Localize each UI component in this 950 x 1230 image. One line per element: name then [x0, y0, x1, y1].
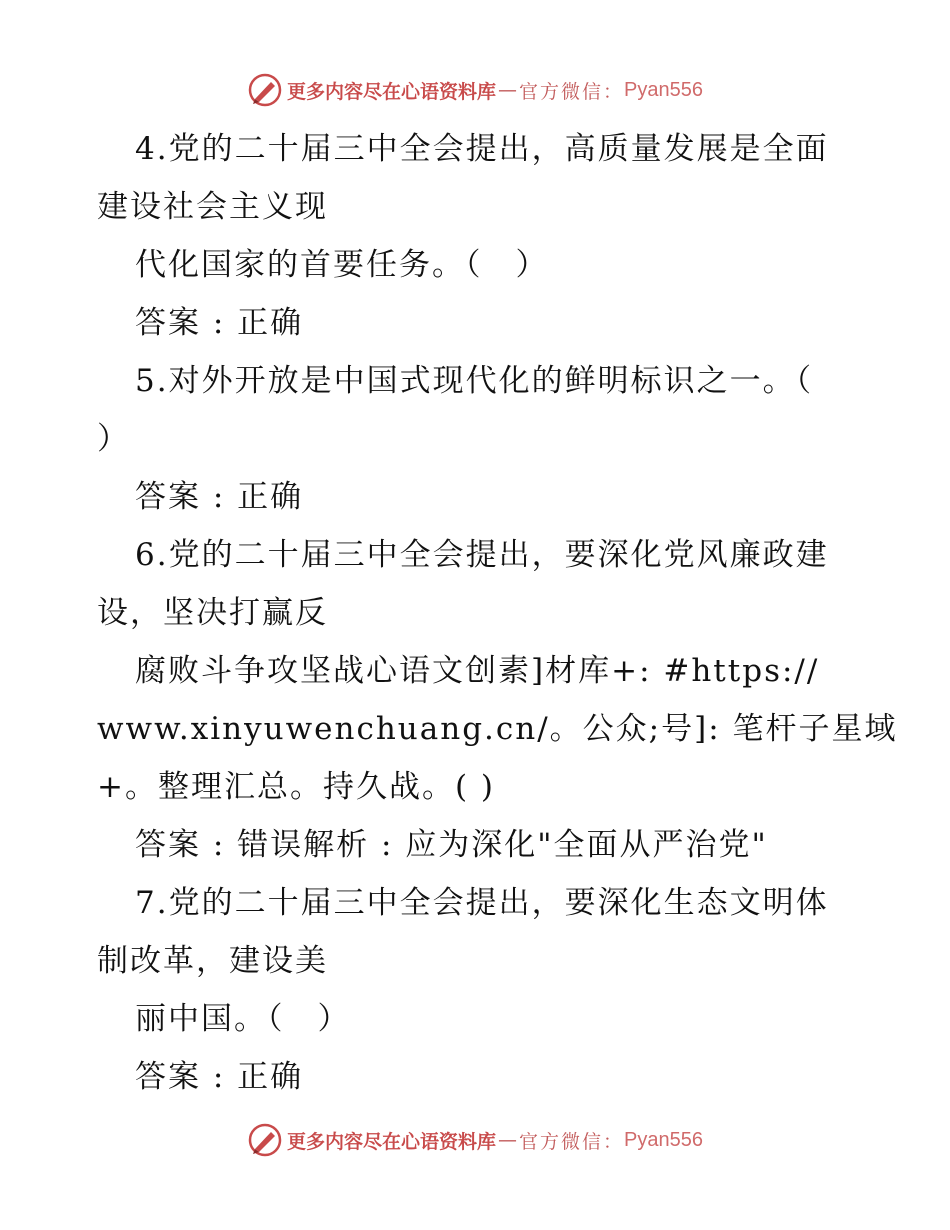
answer-4: 答案 : 正确	[135, 305, 304, 341]
pen-logo-icon	[247, 72, 283, 108]
footer-watermark-banner	[0, 1120, 950, 1160]
header-banner-main-text: 更多内容尽在心语资料库	[287, 80, 497, 103]
question-6-line-4: www.xinyuwenchuang.cn/。公众;号]: 笔杆子星域	[97, 711, 898, 747]
question-7-line-3: 丽中国。（ ）	[135, 1001, 351, 1037]
question-7-line-1: 7.党的二十届三中全会提出，要深化生态文明体	[135, 885, 829, 921]
question-6-line-5: +。整理汇总。持久战。( )	[97, 769, 496, 805]
question-6-line-1: 6.党的二十届三中全会提出，要深化党风廉政建	[135, 537, 829, 573]
pen-logo-icon	[247, 1122, 283, 1158]
question-5-line-2: ）	[97, 421, 130, 457]
header-banner-separator: —	[498, 79, 518, 101]
header-watermark-banner	[0, 70, 950, 110]
answer-6: 答案 : 错误解析 : 应为深化"全面从严治党"	[135, 827, 768, 863]
footer-banner-wechat-label: 官方微信：	[519, 1130, 625, 1153]
question-6-line-3: 腐败斗争攻坚战心语文创素]材库+: #https://	[135, 653, 820, 689]
question-5-line-1: 5.对外开放是中国式现代化的鲜明标识之一。（	[135, 363, 814, 399]
header-banner-wechat-id: Pyan556	[624, 78, 703, 101]
question-6-line-2: 设，坚决打赢反	[97, 595, 328, 631]
footer-banner-separator: —	[498, 1129, 518, 1151]
header-banner-wechat-label: 官方微信：	[519, 80, 625, 103]
question-4-line-1: 4.党的二十届三中全会提出，高质量发展是全面	[135, 131, 829, 167]
question-7-line-2: 制改革，建设美	[97, 943, 328, 979]
answer-7: 答案 : 正确	[135, 1059, 304, 1095]
question-4-line-2: 建设社会主义现	[97, 189, 328, 225]
footer-banner-main-text: 更多内容尽在心语资料库	[287, 1130, 497, 1153]
footer-banner-wechat-id: Pyan556	[624, 1128, 703, 1151]
answer-5: 答案 : 正确	[135, 479, 304, 515]
question-4-line-3: 代化国家的首要任务。（ ）	[135, 247, 549, 283]
